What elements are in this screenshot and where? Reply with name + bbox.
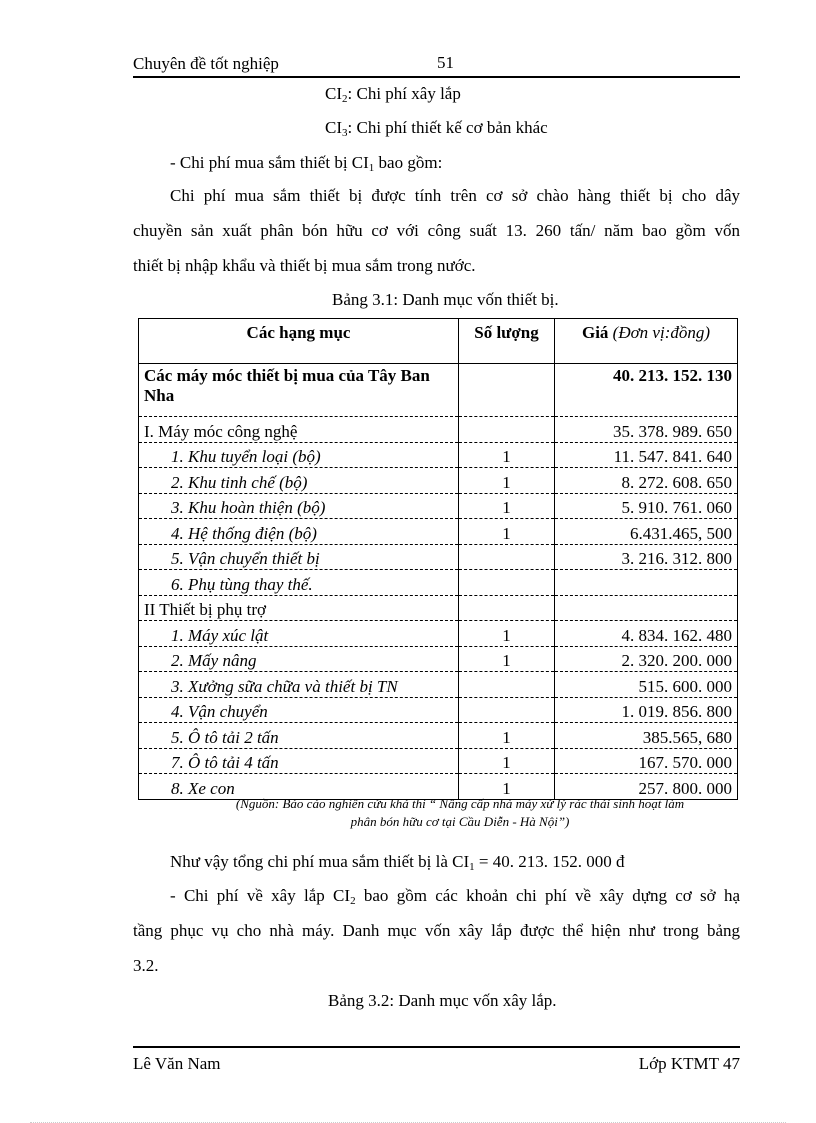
footer-author: Lê Văn Nam: [133, 1054, 221, 1073]
row-item: 2. Mấy nâng: [139, 646, 459, 672]
ci1-intro: - Chi phí mua sắm thiết bị $CI_1$ bao gồm:: [170, 153, 443, 174]
total-value: 40. 213. 152. 000 đ: [492, 852, 625, 871]
col-header-price-label: Giá: [581, 323, 609, 342]
group-qty: [459, 364, 555, 417]
row-price: 2. 320. 200. 000: [555, 646, 738, 672]
table2-caption: Bảng 3.2: Danh mục vốn xây lắp.: [328, 991, 557, 1010]
group-value: 40. 213. 152. 130: [555, 364, 738, 417]
table-row: [139, 417, 738, 443]
row-item: 7. Ô tô tải 4 tấn: [139, 748, 459, 774]
row-price: 1. 019. 856. 800: [555, 697, 738, 723]
para1-line3: thiết bị nhập khẩu và thiết bị mua sắm trong nước.: [133, 256, 476, 275]
row-qty: 1: [459, 774, 555, 800]
table-row: [139, 364, 738, 417]
row-price: 385.565, 680: [555, 723, 738, 749]
row-item: 2. Khu tinh chế (bộ): [139, 468, 459, 494]
total-line: Như vậy tổng chi phí mua sắm thiết bị là $CI_1 = 40$. 213. 152. 000 đ: [170, 852, 625, 873]
row-price: 5. 910. 761. 060: [555, 493, 738, 519]
row-price: 3. 216. 312. 800: [555, 544, 738, 570]
row-item: 5. Vận chuyển thiết bị: [139, 544, 459, 570]
group-label: Các máy móc thiết bị mua của Tây Ban Nha: [139, 364, 459, 417]
row-item: 5. Ô tô tải 2 tấn: [139, 723, 459, 749]
row-item: 4. Hệ thống điện (bộ): [139, 519, 459, 545]
table-row: [139, 621, 738, 647]
ci1-intro-text: bao gồm:: [378, 153, 443, 172]
row-qty: [459, 672, 555, 698]
para2-text: bao gồm các khoản chi phí về xây dựng cơ sở hạ: [363, 886, 741, 905]
page-footer: [133, 1046, 740, 1073]
row-qty: 1: [459, 621, 555, 647]
table-row: [139, 442, 738, 468]
row-qty: 1: [459, 748, 555, 774]
page-number: 51: [437, 53, 454, 72]
row-qty: 1: [459, 519, 555, 545]
row-item: 6. Phụ tùng thay thế.: [139, 570, 459, 596]
source-line1: (Nguồn: Báo cáo nghiên cứu khả thi “ Nâng cấp nhà máy xử lý rác thải sinh hoạt làm: [235, 796, 685, 811]
para1-line2: chuyền sản xuất phân bón hữu cơ với công suất 13. 260 tấn/ năm bao gồm vốn: [133, 221, 740, 240]
table-row: [139, 748, 738, 774]
row-qty: 1: [459, 723, 555, 749]
col-header-qty: Số lượng: [459, 319, 555, 364]
page-header: [133, 52, 740, 78]
col-header-price-unit: (Đơn vị:đồng): [612, 323, 711, 342]
table-row: [139, 595, 738, 621]
para1-line1: Chi phí mua sắm thiết bị được tính trên cơ sở chào hàng thiết bị cho dây: [170, 186, 740, 205]
table-row: [139, 519, 738, 545]
table1-caption: Bảng 3.1: Danh mục vốn thiết bị.: [332, 290, 559, 309]
row-item: 4. Vận chuyển: [139, 697, 459, 723]
row-price: 257. 800. 000: [555, 774, 738, 800]
row-qty: 1: [459, 442, 555, 468]
table-row: [139, 723, 738, 749]
row-item: 1. Khu tuyển loại (bộ): [139, 442, 459, 468]
col-header-item: Các hạng mục: [139, 319, 459, 364]
footer-class: Lớp KTMT 47: [638, 1054, 740, 1073]
col-header-price: [555, 319, 738, 364]
row-price: 4. 834. 162. 480: [555, 621, 738, 647]
row-qty: [459, 544, 555, 570]
row-price: 515. 600. 000: [555, 672, 738, 698]
table-row: [139, 697, 738, 723]
row-item: 3. Khu hoàn thiện (bộ): [139, 493, 459, 519]
row-qty: [459, 570, 555, 596]
header-title: Chuyên đề tốt nghiệp: [133, 54, 279, 73]
ci2-line: $CI_2$: Chi phí xây lắp: [325, 84, 461, 105]
row-price: 11. 547. 841. 640: [555, 442, 738, 468]
source-line2: phân bón hữu cơ tại Cầu Diễn - Hà Nội”): [350, 814, 570, 829]
row-qty: 1: [459, 646, 555, 672]
ci3-line: $CI_3$: Chi phí thiết kế cơ bản khác: [325, 118, 548, 139]
table-row: [139, 493, 738, 519]
section2-label: II Thiết bị phụ trợ: [139, 595, 459, 621]
row-price: 8. 272. 608. 650: [555, 468, 738, 494]
table-source-note: [160, 795, 760, 831]
row-item: 1. Máy xúc lật: [139, 621, 459, 647]
row-price: 6.431.465, 500: [555, 519, 738, 545]
section1-label: I. Máy móc công nghệ: [139, 417, 459, 443]
row-price: [555, 570, 738, 596]
para2-line2: tầng phục vụ cho nhà máy. Danh mục vốn xây lắp được thể hiện như trong bảng: [133, 921, 740, 940]
table-row: [139, 544, 738, 570]
row-qty: 1: [459, 468, 555, 494]
equipment-table: [138, 318, 738, 800]
table-header-row: [139, 319, 738, 364]
para2-line3: 3.2.: [133, 956, 159, 975]
table-row: [139, 468, 738, 494]
row-price: 167. 570. 000: [555, 748, 738, 774]
para2-line1: - Chi phí về xây lắp $CI_2$ bao gồm các khoản chi phí về xây dựng cơ sở hạ: [170, 886, 741, 907]
table-row: [139, 646, 738, 672]
row-qty: [459, 697, 555, 723]
section1-value: 35. 378. 989. 650: [555, 417, 738, 443]
ci2-text: Chi phí xây lắp: [356, 84, 461, 103]
row-item: 8. Xe con: [139, 774, 459, 800]
row-qty: 1: [459, 493, 555, 519]
table-row: [139, 570, 738, 596]
table-row: [139, 672, 738, 698]
ci3-text: Chi phí thiết kế cơ bản khác: [356, 118, 548, 137]
row-item: 3. Xưởng sữa chữa và thiết bị TN: [139, 672, 459, 698]
